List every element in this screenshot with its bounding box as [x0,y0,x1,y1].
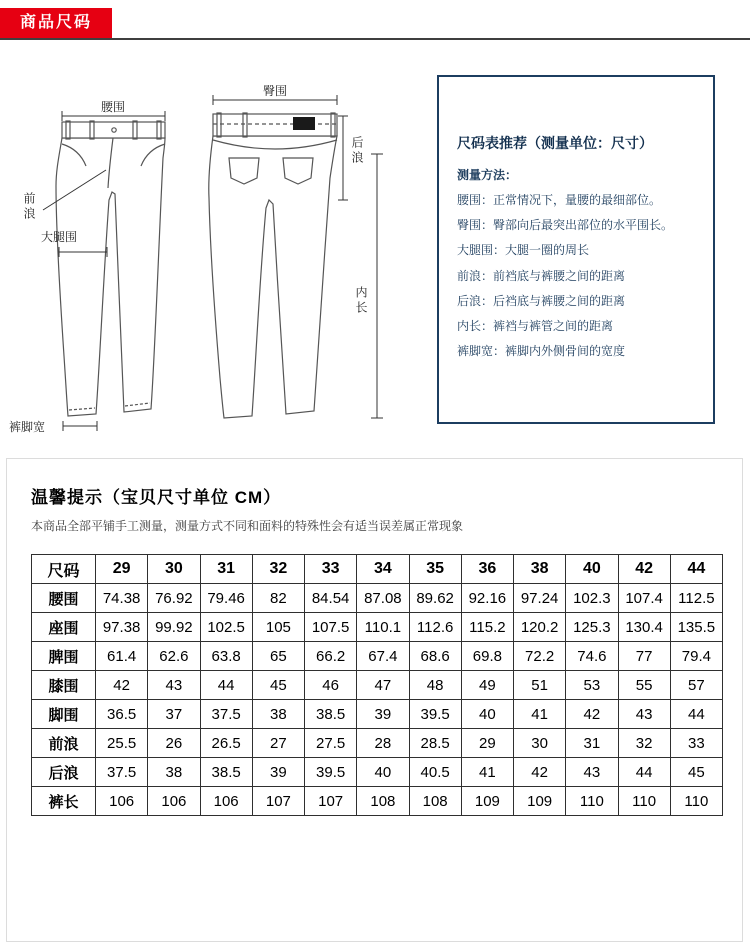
size-cell: 109 [461,787,513,816]
size-cell: 87.08 [357,584,409,613]
size-cell: 105 [252,613,304,642]
size-cell: 39 [252,758,304,787]
size-cell: 106 [148,787,200,816]
pants-back-drawing [209,113,337,418]
size-table-body [32,584,723,816]
size-cell: 30 [514,729,566,758]
size-cell: 125.3 [566,613,618,642]
size-cell: 37 [148,700,200,729]
size-column-header: 38 [514,555,566,584]
leg-width-label: 裤脚宽 [9,420,46,434]
measure-method-item: 后浪：后裆底与裤腰之间的距离 [457,293,626,308]
size-cell: 107.5 [305,613,357,642]
size-cell: 29 [461,729,513,758]
size-cell: 40 [461,700,513,729]
size-cell: 38 [148,758,200,787]
size-cell: 40.5 [409,758,461,787]
size-cell: 27 [252,729,304,758]
size-cell: 120.2 [514,613,566,642]
size-cell: 37.5 [96,758,148,787]
info-box-title: 尺码表推荐（测量单位：尺寸） [457,135,653,151]
size-cell: 79.4 [670,642,722,671]
size-table-row [32,700,723,729]
size-cell: 107 [252,787,304,816]
pants-measurement-diagram [5,58,435,450]
size-cell: 40 [357,758,409,787]
size-cell: 107.4 [618,584,670,613]
size-cell: 102.3 [566,584,618,613]
back-rise-label: 后浪 [350,136,364,166]
size-cell: 31 [566,729,618,758]
size-cell: 41 [461,758,513,787]
size-row-label: 腰围 [32,584,96,613]
size-cell: 39 [357,700,409,729]
front-rise-label: 前浪 [22,192,36,222]
size-cell: 42 [96,671,148,700]
size-cell: 76.92 [148,584,200,613]
size-cell: 46 [305,671,357,700]
size-cell: 45 [670,758,722,787]
size-cell: 51 [514,671,566,700]
size-cell: 97.38 [96,613,148,642]
size-cell: 65 [252,642,304,671]
size-table-row [32,584,723,613]
size-row-label: 脾围 [32,642,96,671]
size-column-header: 29 [96,555,148,584]
size-cell: 47 [357,671,409,700]
measure-method-item: 大腿围：大腿一圈的周长 [457,243,590,258]
size-cell: 74.38 [96,584,148,613]
size-cell: 67.4 [357,642,409,671]
size-column-header: 42 [618,555,670,584]
thigh-label: 大腿围 [41,230,78,244]
size-cell: 57 [670,671,722,700]
size-column-header: 35 [409,555,461,584]
size-cell: 110 [566,787,618,816]
size-cell: 44 [670,700,722,729]
size-cell: 37.5 [200,700,252,729]
pants-front-drawing [56,121,165,416]
size-cell: 109 [514,787,566,816]
size-column-header: 32 [252,555,304,584]
size-cell: 99.92 [148,613,200,642]
size-column-header: 36 [461,555,513,584]
size-cell: 42 [514,758,566,787]
size-table-header-row [32,555,723,584]
size-cell: 62.6 [148,642,200,671]
size-cell: 41 [514,700,566,729]
size-cell: 42 [566,700,618,729]
size-cell: 108 [357,787,409,816]
size-cell: 108 [409,787,461,816]
section-header-tag: 商品尺码 [0,8,112,38]
size-column-header: 34 [357,555,409,584]
size-cell: 130.4 [618,613,670,642]
size-table-row [32,758,723,787]
size-table [31,554,723,816]
pants-diagram-drawing [5,58,435,450]
size-cell: 43 [618,700,670,729]
size-column-header: 40 [566,555,618,584]
size-chart-note: 本商品全部平铺手工测量，测量方式不同和面料的特殊性会有适当误差属正常现象 [31,519,464,533]
size-cell: 135.5 [670,613,722,642]
size-table-row [32,642,723,671]
measure-method-item: 前浪：前裆底与裤腰之间的距离 [457,268,626,283]
measure-method-list [457,192,701,359]
size-header-label: 尺码 [32,555,96,584]
size-cell: 74.6 [566,642,618,671]
size-cell: 26.5 [200,729,252,758]
size-cell: 107 [305,787,357,816]
measure-method-item: 裤脚宽：裤脚内外侧骨间的宽度 [457,344,626,359]
size-cell: 106 [96,787,148,816]
size-cell: 110 [670,787,722,816]
size-cell: 112.6 [409,613,461,642]
size-row-label: 脚围 [32,700,96,729]
size-cell: 63.8 [200,642,252,671]
size-cell: 27.5 [305,729,357,758]
size-cell: 36.5 [96,700,148,729]
size-cell: 110.1 [357,613,409,642]
size-cell: 39.5 [305,758,357,787]
size-cell: 48 [409,671,461,700]
size-cell: 25.5 [96,729,148,758]
size-cell: 97.24 [514,584,566,613]
size-cell: 89.62 [409,584,461,613]
size-column-header: 31 [200,555,252,584]
measure-method-item: 臀围：臀部向后最突出部位的水平围长。 [457,218,674,233]
size-row-label: 座围 [32,613,96,642]
size-table-row [32,671,723,700]
size-cell: 79.46 [200,584,252,613]
size-table-row [32,613,723,642]
measurement-info-box [437,75,715,424]
size-cell: 72.2 [514,642,566,671]
size-cell: 28 [357,729,409,758]
size-row-label: 前浪 [32,729,96,758]
size-table-row [32,787,723,816]
size-row-label: 膝围 [32,671,96,700]
size-cell: 49 [461,671,513,700]
size-chart-section [6,458,743,942]
size-cell: 112.5 [670,584,722,613]
size-cell: 68.6 [409,642,461,671]
header-divider [0,38,750,40]
size-cell: 45 [252,671,304,700]
size-cell: 66.2 [305,642,357,671]
size-cell: 92.16 [461,584,513,613]
size-cell: 39.5 [409,700,461,729]
size-cell: 33 [670,729,722,758]
size-cell: 55 [618,671,670,700]
size-cell: 102.5 [200,613,252,642]
size-cell: 44 [200,671,252,700]
size-cell: 38.5 [305,700,357,729]
size-cell: 38.5 [200,758,252,787]
size-chart-title: 温馨提示（宝贝尺寸单位 CM） [31,488,282,507]
size-cell: 43 [566,758,618,787]
size-column-header: 44 [670,555,722,584]
size-cell: 82 [252,584,304,613]
size-cell: 38 [252,700,304,729]
measure-method-item: 腰围：正常情况下，量腰的最细部位。 [457,193,662,207]
size-cell: 110 [618,787,670,816]
size-cell: 53 [566,671,618,700]
size-row-label: 后浪 [32,758,96,787]
size-table-row [32,729,723,758]
measure-method-label: 测量方法： [457,168,518,182]
hip-label: 臀围 [262,84,287,98]
size-cell: 106 [200,787,252,816]
size-cell: 61.4 [96,642,148,671]
size-cell: 28.5 [409,729,461,758]
back-label-patch [293,117,315,130]
size-cell: 26 [148,729,200,758]
size-cell: 32 [618,729,670,758]
size-cell: 43 [148,671,200,700]
size-cell: 115.2 [461,613,513,642]
measure-method-item: 内长：裤裆与裤管之间的距离 [457,318,614,333]
size-cell: 69.8 [461,642,513,671]
size-cell: 44 [618,758,670,787]
size-column-header: 30 [148,555,200,584]
size-row-label: 裤长 [32,787,96,816]
inner-length-label: 内长 [354,286,368,316]
size-cell: 77 [618,642,670,671]
size-column-header: 33 [305,555,357,584]
waist-label: 腰围 [100,100,125,114]
size-cell: 84.54 [305,584,357,613]
